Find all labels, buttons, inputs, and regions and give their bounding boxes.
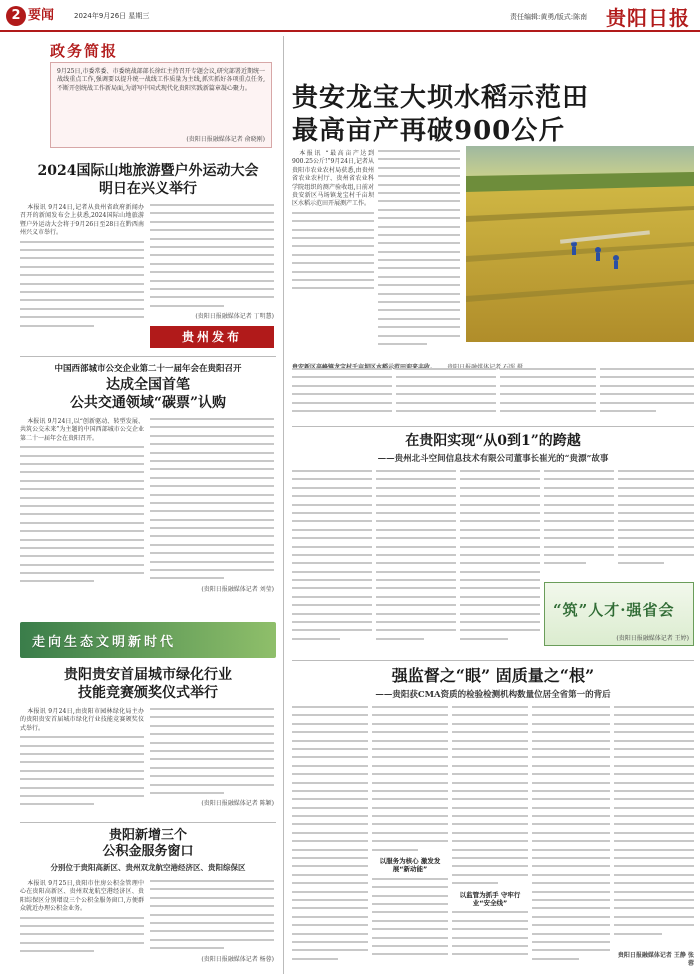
fund-col-1 [20,880,144,974]
cma-subheading-1: 以服务为核心 激发发展“新动能” [379,857,441,874]
greening-credit: (贵阳日报融媒体记者 陈颖) [201,800,274,808]
bus-col-2 [150,418,274,618]
brief-body: 9月25日,市委常委、市委统战部部长徐红主持召开专题会议,研究部署近期统一战线重点工作,强调要以提升统一战线工作质量为主线,抓实抓好各项重点任务,不断开创统战工作新局面,为谱写中国式现代化贵阳实践新篇章凝心聚力。 [57,68,265,92]
cma-subheading-2: 以监管为抓手 守牢行业“安全线” [459,890,521,907]
fund-headline [20,828,276,873]
interview-title: 在贵阳实现“从0到1”的跨越 [405,433,581,449]
rice-photo-caption [292,354,694,364]
rice-field-photo [466,146,694,342]
interview-col-5 [618,470,694,578]
tourism-credit: (贵阳日报融媒体记者 丁明慧) [195,313,274,321]
bus-col-1 [20,418,144,618]
cma-headline [292,666,694,700]
eco-banner-text: 走向生态文明新时代 [32,635,177,650]
interview-headline [292,432,694,464]
greening-col2-lines [150,708,274,794]
cma-title: 强监督之“眼” 固质量之“根” [391,666,595,685]
interview-col-4 [544,470,614,578]
editors-line: 责任编辑:黄勇/版式:陈南 [510,13,588,21]
fund-col2-lines [150,880,274,949]
fund-col-2 [150,880,274,974]
brief-title: 政务简报 [50,42,119,60]
bus-title-1: 中国西部城市公交企业第二十一届年会在贵阳召开 [54,364,242,374]
rice-col-2 [378,150,460,352]
tourism-col-2 [150,204,274,321]
bus-col2-lines [150,418,274,579]
bus-headline [20,362,276,412]
fund-title-1: 贵阳新增三个 [108,828,187,843]
interview-col3-lines [460,470,540,640]
interview-col1-lines [292,470,372,640]
interview-col-2 [376,470,456,656]
tourism-col2-lines [150,204,274,307]
rice-col5-lines [500,368,596,412]
bus-lead-text: 本报讯 9月24日,以“创新驱动、转型发展、共筑公交未来”为主题的中国西部城市公交企业第二十一届年会在贵阳召开。 [20,418,144,442]
cma-col5-lines [614,706,694,952]
rice-col-3 [292,368,392,424]
greening-col-1 [20,708,144,820]
fund-lead-text: 本报讯 9月25日,贵阳市住房公积金管理中心在贵阳高新区、贵州双龙航空港经济区、贵阳综保区分别增设三个公积金服务窗口,方便群众就近办理公积金业务。 [20,880,144,913]
tourism-headline [20,162,276,198]
rice-field-image [466,146,694,342]
tourism-lead [20,204,144,354]
cma-col3-lines-a [452,706,528,884]
brief-box [50,62,272,148]
bus-credit: (贵阳日报融媒体记者 刘莹) [201,585,274,593]
cma-col-4 [532,706,610,972]
cma-col-1 [292,706,368,972]
rice-col2-lines [378,150,460,345]
rice-lead-text: 本报讯 “最高亩产达到900.25公斤!”9月24日,记者从贵阳市农业农村局获悉,由贵州省农业农村厅、贵州省农业科学院组织的测产验收组,日前对贵安新区马场镇龙宝村千亩坝区水稻示范田开展测产工作。 [292,150,374,208]
rice-col3-lines [292,368,392,412]
greening-title-2: 技能竞赛颁奖仪式举行 [78,685,218,701]
tourism-lead-text: 本报讯 9月24日,记者从贵州省政府新闻办召开的新闻发布会上获悉,2024国际山地旅游暨户外运动大会将于9月26日至28日在黔西南州兴义市举行。 [20,204,144,237]
tourism-body-lines [20,241,144,327]
fund-body-lines [20,917,144,953]
rice-title-1: 贵安龙宝大坝水稻示范田 [292,83,590,113]
cma-subtitle: ——贵阳获CMA资质的检验检测机构数量位居全省第一的背后 [375,690,611,700]
interview-col5-lines [618,470,694,564]
cma-col3-lines-b [452,911,528,955]
guizhou-release-banner [150,326,274,348]
talent-slogan-text: “筑”人才·强省会 [553,601,675,619]
rice-headline [292,82,692,148]
fund-subtitle: 分别位于贵阳高新区、贵州双龙航空港经济区、贵阳综保区 [50,863,246,872]
rice-col-5 [500,368,596,424]
cma-col-3 [452,706,528,972]
bus-body-lines [20,446,144,582]
cma-col4-lines [532,706,610,960]
greening-lead-text: 本报讯 9月24日,由贵阳市园林绿化局主办的贵阳贵安首届城市绿化行业技能竞赛颁奖仪式举行。 [20,708,144,732]
talent-slogan-credit: (贵阳日报融媒体记者 王婷) [616,635,689,642]
greening-title-1: 贵阳贵安首届城市绿化行业 [64,667,232,683]
tourism-title-1: 2024国际山地旅游暨户外运动大会 [37,163,259,179]
cma-credit: 贵阳日报融媒体记者 王静 张蓉 [617,952,694,968]
talent-slogan-box [544,582,694,646]
greening-headline [20,666,276,702]
cma-col2-lines-a [372,706,448,851]
bus-title-3: 公共交通领域“碳票”认购 [69,395,227,411]
brief-title-bar [50,40,220,60]
rice-col1-lines [292,212,374,290]
eco-civilization-banner [20,622,276,658]
page-header [0,0,700,32]
interview-col4-lines [544,470,614,564]
interview-col-1 [292,470,372,656]
tourism-title-2: 明日在兴义举行 [99,181,197,197]
fund-title-2: 公积金服务窗口 [102,844,194,859]
page-number: 2 [6,6,26,26]
interview-col-3 [460,470,540,656]
rice-col6-lines [600,368,694,412]
rice-col-4 [396,368,496,424]
rice-col-6 [600,368,694,424]
section-name: 要闻 [28,8,55,23]
rice-title-2: 最高亩产再破900公斤 [292,116,566,146]
cma-col2-lines-b [372,878,448,956]
fund-credit: (贵阳日报融媒体记者 杨蓉) [201,955,274,963]
guizhou-release-label: 贵州发布 [181,330,242,344]
brief-credit: (贵阳日报融媒体记者 俞晓刚) [186,136,265,143]
rice-col-1 [292,150,374,352]
cma-col-2 [372,706,448,972]
issue-date: 2024年9月26日 星期三 [74,12,150,20]
greening-col-2 [150,708,274,820]
interview-col2-lines [376,470,456,640]
cma-col1-lines [292,706,368,960]
masthead: 贵阳日报 [606,6,690,30]
greening-body-lines [20,736,144,805]
rice-col4-lines [396,368,496,412]
interview-subtitle: ——贵州北斗空间信息技术有限公司董事长崔光的“贵漂”故事 [377,454,609,464]
cma-col-5 [614,706,694,972]
bus-title-2: 达成全国首笔 [106,377,190,393]
